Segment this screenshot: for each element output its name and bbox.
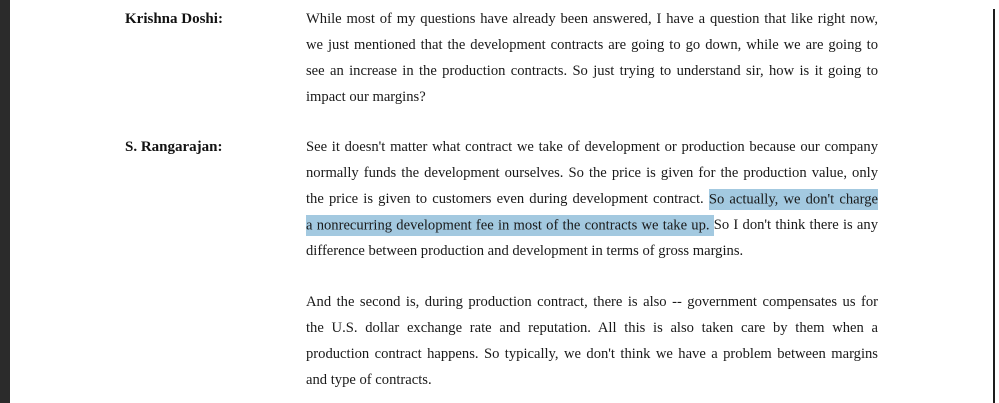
text-segment: And the second is, during production contract, there is also -- government compensates us for — [306, 294, 878, 310]
text-segment: While most of my questions have already been answered, I have a question that like right now, — [306, 11, 878, 27]
text-segment: production contract happens. So typically, we don't think we have a problem between margins — [306, 346, 878, 362]
transcript-entry — [0, 134, 999, 393]
transcript-line — [306, 186, 878, 212]
transcript-line — [306, 341, 878, 367]
text-segment: difference between production and development in terms of gross margins. — [306, 243, 744, 259]
text-segment: we just mentioned that the development contracts are going to go down, while we are going to — [306, 37, 878, 53]
transcript-line — [306, 289, 878, 315]
paragraph — [306, 289, 878, 393]
transcript-line — [306, 58, 878, 84]
text-segment: the price is given to customers even during development contract. — [306, 191, 709, 207]
paragraph — [306, 134, 878, 264]
paragraph — [306, 6, 878, 110]
speaker-remarks — [306, 6, 878, 110]
transcript-line — [306, 84, 878, 110]
transcript-line — [306, 32, 878, 58]
transcript-entry — [0, 6, 999, 110]
text-segment: the U.S. dollar exchange rate and reputation. All this is also taken care by them when a — [306, 320, 878, 336]
text-segment: normally funds the development ourselves. So the price is given for the production value, only — [306, 165, 878, 181]
transcript-line — [306, 6, 878, 32]
transcript-line — [306, 367, 878, 393]
transcript-line — [306, 315, 878, 341]
text-segment: impact our margins? — [306, 89, 426, 105]
transcript-line — [306, 238, 878, 264]
text-segment: and type of contracts. — [306, 372, 432, 388]
text-segment: So I don't think there is any — [713, 217, 878, 233]
speaker-name: S. Rangarajan: — [125, 139, 223, 155]
highlighted-text: a nonrecurring development fee in most of the contracts we take up. — [306, 215, 714, 237]
text-segment: see an increase in the production contracts. So just trying to understand sir, how is it going to — [306, 63, 878, 79]
speaker-remarks — [306, 134, 878, 393]
speaker-name: Krishna Doshi: — [125, 11, 223, 27]
transcript-line — [306, 134, 878, 160]
transcript-line — [306, 212, 878, 238]
highlighted-text: So actually, we don't charge — [709, 189, 878, 211]
text-segment: See it doesn't matter what contract we take of development or production because our company — [306, 139, 878, 155]
transcript-line — [306, 160, 878, 186]
